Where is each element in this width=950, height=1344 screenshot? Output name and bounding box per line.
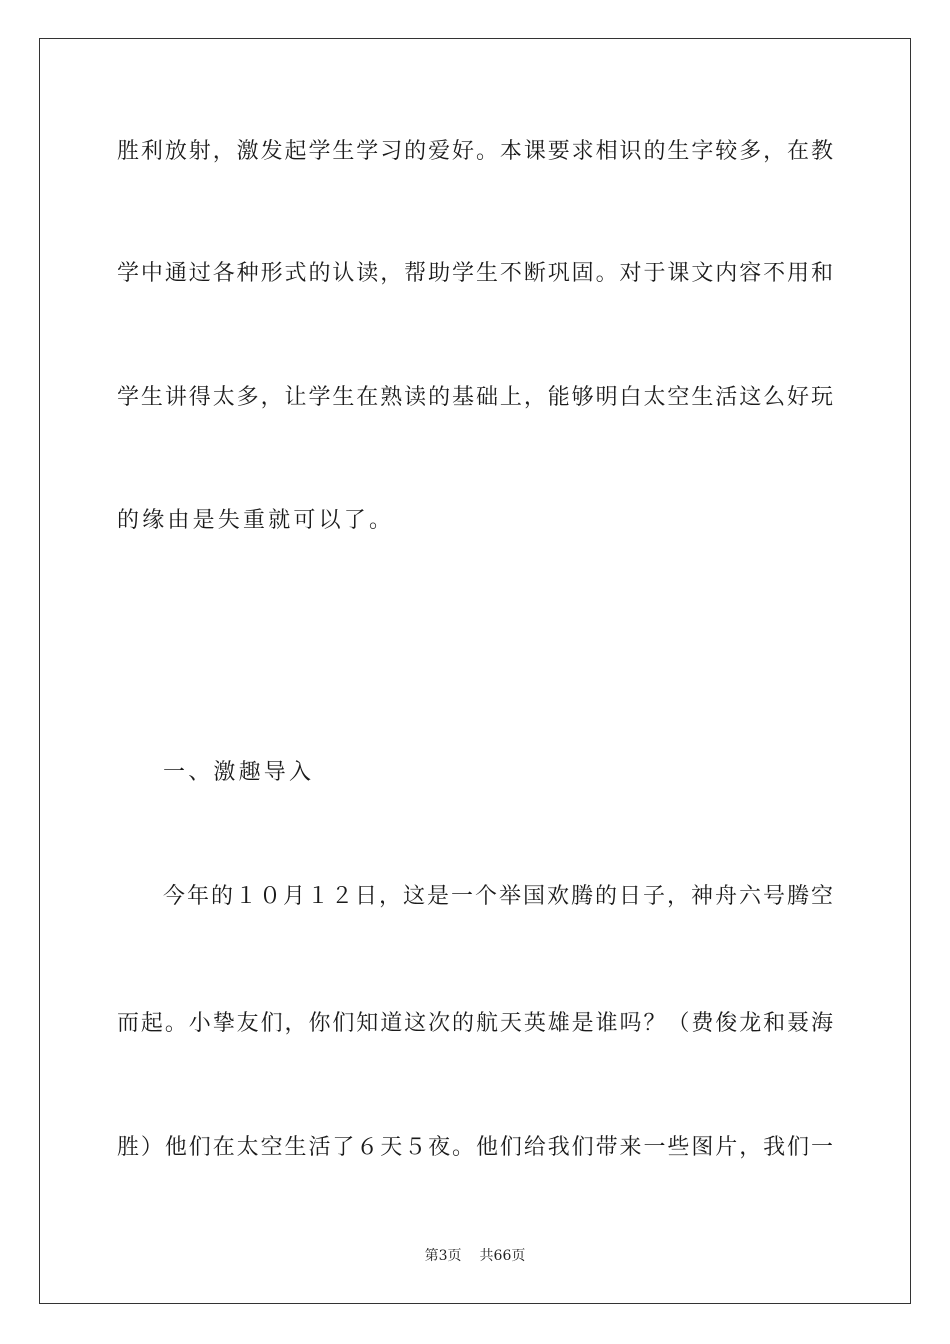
total-pages: 共66页 [479,1248,526,1264]
page-border [39,38,911,1304]
paragraph-line-1: 胜利放射，激发起学生学习的爱好。本课要求相识的生字较多，在教 [117,139,833,164]
section-line-2: 而起。小挚友们，你们知道这次的航天英雄是谁吗？（费俊龙和聂海 [117,1011,833,1036]
section-line-1: 今年的１０月１２日，这是一个举国欢腾的日子，神舟六号腾空 [163,884,833,909]
section-heading: 一、激趣导入 [163,760,315,785]
page-footer [0,1247,950,1265]
paragraph-line-2: 学中通过各种形式的认读，帮助学生不断巩固。对于课文内容不用和 [117,261,833,286]
paragraph-line-3: 学生讲得太多，让学生在熟读的基础上，能够明白太空生活这么好玩 [117,385,833,410]
section-line-3: 胜）他们在太空生活了６天５夜。他们给我们带来一些图片，我们一 [117,1135,833,1160]
page-number: 第3页 [424,1248,462,1264]
paragraph-line-4: 的缘由是失重就可以了。 [117,508,395,533]
